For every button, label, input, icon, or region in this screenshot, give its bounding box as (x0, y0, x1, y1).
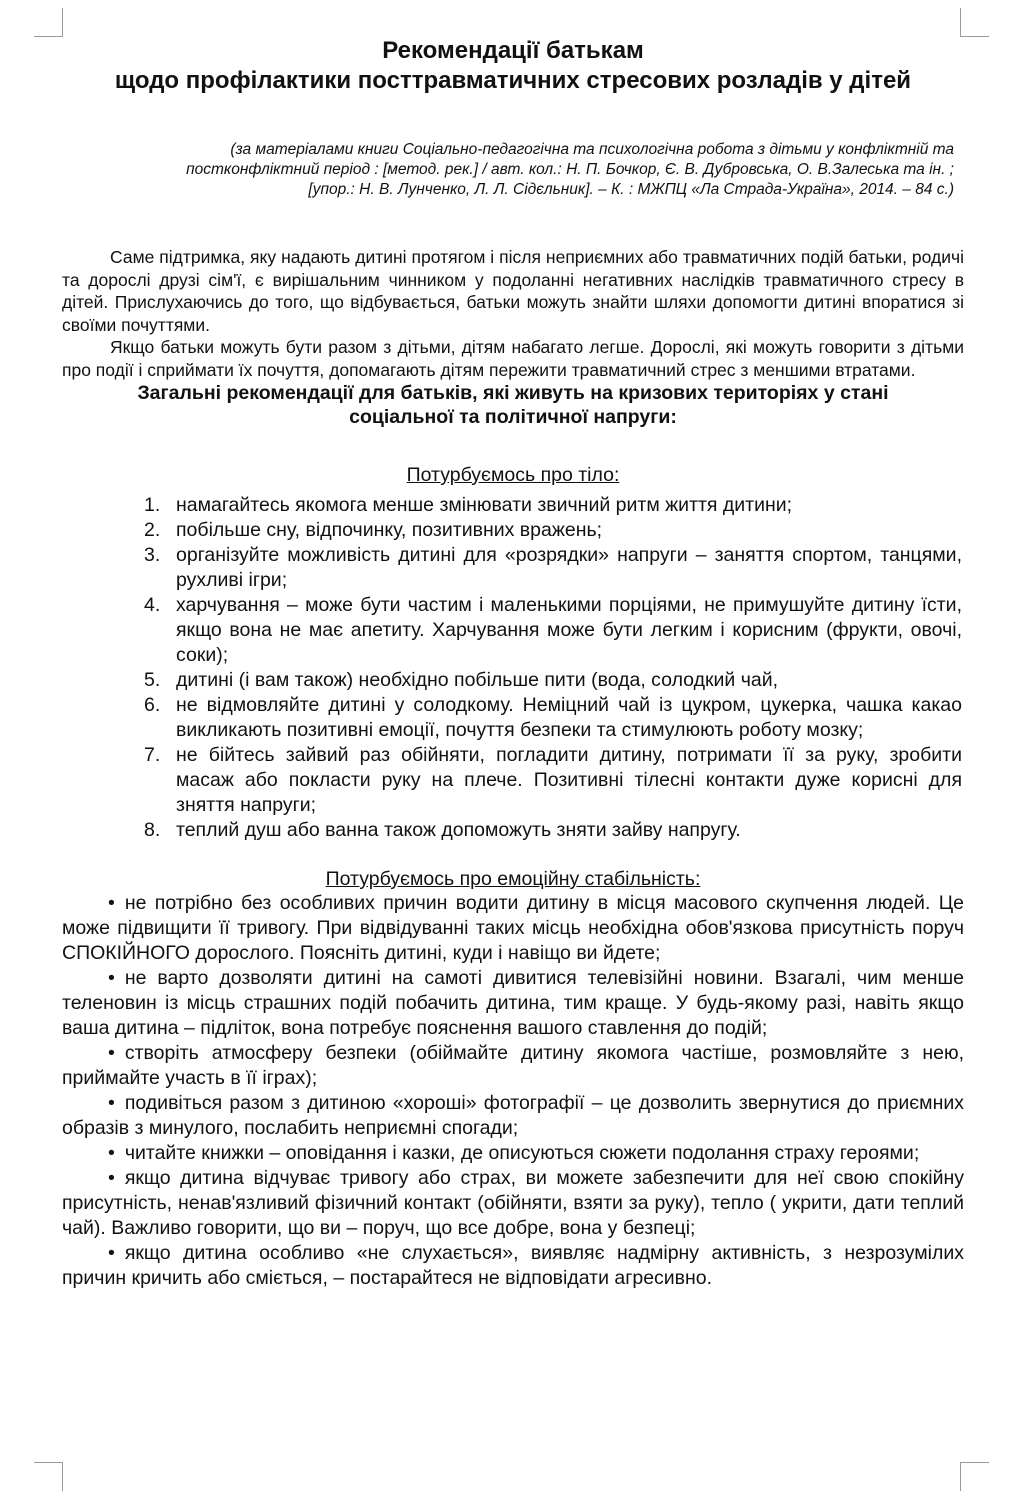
source-line-3: [упор.: Н. В. Лунченко, Л. Л. Сідєльник]. – К. : МЖПЦ «Ла Страда-Україна», 2014. – 84 с.) (308, 181, 954, 198)
list-item-number: 2. (144, 519, 161, 541)
list-item (144, 668, 964, 693)
list-item-number: 8. (144, 819, 161, 841)
list-item-text: якщо дитина відчуває тривогу або страх, ви можете забезпечити для неї свою спокійну присутність, ненав'язливий фізичний контакт (обійняти, взяти за руку), тепло ( укрити, дати теплий чай). Важливо говорити, що ви – поруч, що все добре, вона у безпеці; (62, 1167, 964, 1239)
bullet-icon: • (108, 967, 115, 989)
list-item-text: не бійтесь зайвий раз обійняти, погладити дитину, потримати її за руку, зробити масаж або покласти руку на плече. Позитивні тілесні контакти дуже корисні для зняття напруги; (176, 744, 962, 816)
page-corner-mark-bottom-right (960, 1462, 989, 1491)
title-line-2: щодо профілактики посттравматичних стресових розладів у дітей (114, 67, 912, 94)
list-item-number: 1. (144, 494, 161, 516)
list-item (144, 743, 964, 818)
list-item (62, 1166, 964, 1241)
bullet-icon: • (108, 1167, 115, 1189)
bullet-icon: • (108, 1242, 115, 1264)
list-item-number: 4. (144, 594, 161, 616)
list-item (144, 818, 964, 843)
title-line-1: Рекомендації батькам (382, 37, 644, 64)
body-recommendations-list (62, 493, 964, 843)
emotion-recommendations-list (62, 891, 964, 1291)
list-item (62, 1241, 964, 1291)
bullet-icon: • (108, 1142, 115, 1164)
list-item-number: 5. (144, 669, 161, 691)
list-item (62, 1141, 964, 1166)
list-item (62, 1091, 964, 1141)
document-page (62, 36, 964, 1291)
list-item-text: харчування – може бути частим і маленькими порціями, не примушуйте дитину їсти, якщо вона не має апетиту. Харчування може бути легким і корисним (фрукти, овочі, соки); (176, 594, 962, 666)
general-heading-line-1: Загальні рекомендації для батьків, які живуть на кризових територіях у стані (137, 382, 889, 404)
body-section-title: Потурбуємось про тіло: (406, 464, 620, 486)
source-line-2: постконфліктний період : [метод. рек.] / авт. кол.: Н. П. Бочкор, Є. В. Дубровська, О. В.Залеська та ін. ; (186, 161, 954, 178)
list-item-text: якщо дитина особливо «не слухається», виявляє надмірну активність, з незрозумілих причин кричить або сміється, – постарайтеся не відповідати агресивно. (62, 1242, 964, 1289)
intro-paragraph-2: Якщо батьки можуть бути разом з дітьми, дітям набагато легше. Дорослі, які можуть говорити з дітьми про події і сприймати їх почуття, допомагають дітям пережити травматичний стрес з меншими втратами. (62, 337, 964, 380)
list-item-number: 7. (144, 744, 161, 766)
list-item-number: 3. (144, 544, 161, 566)
intro-paragraph-1: Саме підтримка, яку надають дитині протягом і після неприємних або травматичних подій батьки, родичі та дорослі друзі сім'ї, є вирішальним чинником у подоланні негативних наслідків травматичного стресу в дітей. Прислухаючись до того, що відбувається, батьки можуть знайти шляхи допомогти дитині впоратися зі своїми почуттями. (62, 247, 964, 335)
general-recommendations-heading (62, 381, 964, 429)
list-item (62, 1041, 964, 1091)
list-item-text: дитині (і вам також) необхідно побільше пити (вода, солодкий чай, (176, 669, 779, 691)
emotion-section-title: Потурбуємось про емоційну стабільність: (325, 868, 701, 890)
list-item-text: побільше сну, відпочинку, позитивних вражень; (176, 519, 603, 541)
list-item-text: не потрібно без особливих причин водити дитину в місця масового скупчення людей. Це може підвищити її тривогу. При відвідуванні таких місць необхідна обов'язкова присутність поруч СПОКІЙНОГО дорослого. Поясніть дитині, куди і навіщо ви йдете; (62, 892, 964, 964)
page-corner-mark-top-left (34, 8, 63, 37)
list-item-text: намагайтесь якомога менше змінювати звичний ритм життя дитини; (176, 494, 793, 516)
bullet-icon: • (108, 1042, 115, 1064)
source-line-1: (за матеріалами книги Соціально-педагогічна та психологічна робота з дітьми у конфліктній та (230, 141, 954, 158)
list-item-text: створіть атмосферу безпеки (обіймайте дитину якомога частіше, розмовляйте з нею, приймайте участь в її іграх); (62, 1042, 964, 1089)
list-item-text: не відмовляйте дитині у солодкому. Неміцний чай із цукром, цукерка, чашка какао викликають позитивні емоції, почуття безпеки та стимулюють роботу мозку; (176, 694, 962, 741)
page-corner-mark-bottom-left (34, 1462, 63, 1491)
list-item (144, 693, 964, 743)
list-item (62, 966, 964, 1041)
bullet-icon: • (108, 1092, 115, 1114)
document-title (62, 36, 964, 96)
page-corner-mark-top-right (960, 8, 989, 37)
list-item (62, 891, 964, 966)
general-heading-line-2: соціальної та політичної напруги: (349, 406, 677, 428)
list-item-text: теплий душ або ванна також допоможуть зняти зайву напругу. (176, 819, 741, 841)
list-item (144, 543, 964, 593)
list-item (144, 518, 964, 543)
list-item-text: подивіться разом з дитиною «хороші» фотографії – це дозволить звернутися до приємних образів з минулого, послабить неприємні спогади; (62, 1092, 964, 1139)
list-item (144, 493, 964, 518)
list-item-text: організуйте можливість дитині для «розрядки» напруги – заняття спортом, танцями, рухливі ігри; (176, 544, 962, 591)
bullet-icon: • (108, 892, 115, 914)
source-citation (72, 140, 954, 200)
list-item (144, 593, 964, 668)
list-item-number: 6. (144, 694, 161, 716)
list-item-text: читайте книжки – оповідання і казки, де описуються сюжети подолання страху героями; (124, 1142, 920, 1164)
list-item-text: не варто дозволяти дитині на самоті дивитися телевізійні новини. Взагалі, чим менше теленовин із місць страшних подій побачить дитина, тим краще. У будь-якому разі, навіть якщо ваша дитина – підліток, вона потребує пояснення вашого ставлення до подій; (62, 967, 964, 1039)
